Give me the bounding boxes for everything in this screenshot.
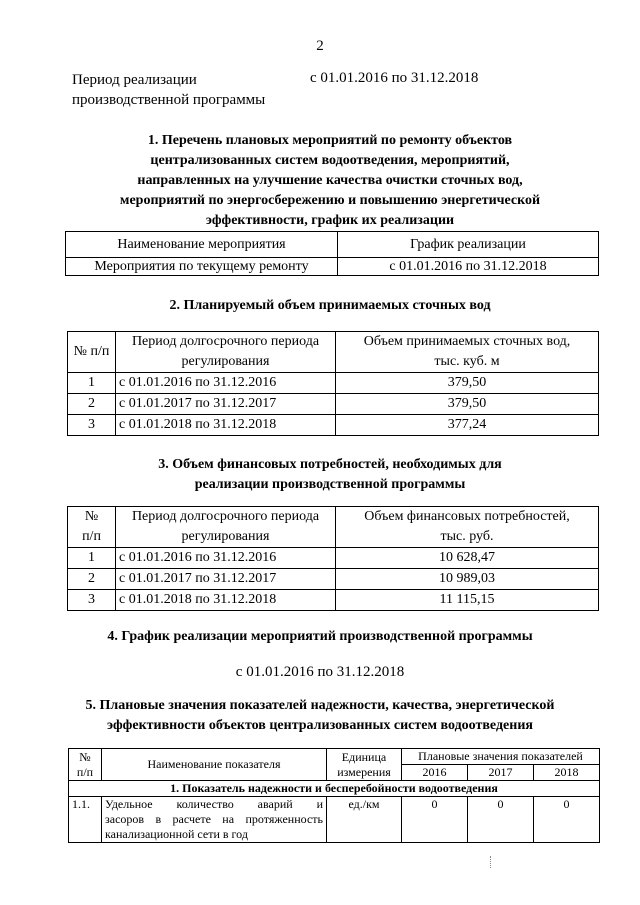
period-value: с 01.01.2016 по 31.12.2018 [310, 70, 479, 86]
header-unit-line1: Единица [341, 749, 387, 764]
section3-title-line: 3. Объем финансовых потребностей, необходимых для [158, 457, 502, 472]
indicator-group-title: 1. Показатель надежности и бесперебойности водоотведения [69, 781, 600, 797]
table-row [68, 394, 599, 415]
row-num: 1 [68, 548, 116, 569]
row-value-2017: 0 [468, 797, 534, 843]
table-subheader-row [69, 781, 600, 797]
wastewater-volume-table [67, 331, 599, 436]
row-volume: 377,24 [336, 415, 599, 436]
header-period-line1: Период долгосрочного периода [131, 509, 320, 524]
row-num: 3 [68, 415, 116, 436]
table-row [68, 569, 599, 590]
header-indicator-name: Наименование показателя [102, 749, 327, 781]
header-year: 2016 [402, 765, 468, 781]
header-num-line2: п/п [82, 529, 101, 544]
row-num: 2 [68, 569, 116, 590]
row-num: 2 [68, 394, 116, 415]
activity-schedule: с 01.01.2016 по 31.12.2018 [338, 258, 599, 276]
header-num: № п/п [68, 332, 116, 373]
row-finance: 10 628,47 [336, 548, 599, 569]
table-header-row [68, 507, 599, 548]
row-period: с 01.01.2018 по 31.12.2018 [116, 590, 336, 611]
header-year: 2017 [468, 765, 534, 781]
section1-title-line: 1. Перечень плановых мероприятий по ремонту объектов [147, 133, 513, 148]
header-volume-line2: тыс. куб. м [434, 354, 500, 369]
row-num: 1 [68, 373, 116, 394]
row-value-2016: 0 [402, 797, 468, 843]
header-num [69, 749, 102, 781]
row-num: 1.1. [69, 797, 102, 843]
header-period-line2: регулирования [181, 529, 270, 544]
row-period: с 01.01.2017 по 31.12.2017 [116, 569, 336, 590]
table-header-row [66, 232, 599, 258]
table-row [66, 258, 599, 276]
indicator-name-line1: Удельное количество аварий и [105, 797, 323, 811]
activities-table [65, 231, 599, 276]
row-finance: 10 989,03 [336, 569, 599, 590]
section4-title: 4. График реализации мероприятий производственной программы [107, 629, 533, 644]
header-plan-values: Плановые значения показателей [402, 749, 600, 765]
section5-title [20, 696, 620, 736]
row-period: с 01.01.2016 по 31.12.2016 [116, 548, 336, 569]
row-volume: 379,50 [336, 373, 599, 394]
table-header-row [69, 749, 600, 765]
row-unit: ед./км [327, 797, 402, 843]
scan-mark [490, 856, 492, 868]
section5-title-line: 5. Плановые значения показателей надежности, качества, энергетической [85, 698, 555, 713]
section4-date: с 01.01.2016 по 31.12.2018 [235, 664, 405, 680]
header-activity-name: Наименование мероприятия [66, 232, 338, 258]
row-indicator-name [102, 797, 327, 843]
section3-title-line: реализации производственной программы [194, 477, 466, 492]
header-period [116, 507, 336, 548]
financial-needs-table [67, 506, 599, 611]
row-finance: 11 115,15 [336, 590, 599, 611]
header-period [116, 332, 336, 373]
header-finance-line2: тыс. руб. [440, 529, 494, 544]
period-label-line2: производственной программы [72, 92, 266, 108]
header-period-line1: Период долгосрочного периода [131, 334, 320, 349]
header-finance-line1: Объем финансовых потребностей, [364, 509, 570, 524]
table-header-row [68, 332, 599, 373]
row-volume: 379,50 [336, 394, 599, 415]
page-number: 2 [316, 38, 324, 54]
section1-title-line: эффективности, график их реализации [205, 213, 455, 228]
header-volume [336, 332, 599, 373]
period-label-line1: Период реализации [72, 72, 197, 88]
header-volume-line1: Объем принимаемых сточных вод, [363, 334, 571, 349]
row-value-2018: 0 [534, 797, 600, 843]
row-period: с 01.01.2017 по 31.12.2017 [116, 394, 336, 415]
header-unit [327, 749, 402, 781]
table-row [68, 373, 599, 394]
header-num-line2: п/п [76, 764, 94, 779]
row-period: с 01.01.2016 по 31.12.2016 [116, 373, 336, 394]
table-row [68, 548, 599, 569]
section2-title: 2. Планируемый объем принимаемых сточных вод [169, 298, 491, 313]
activity-name: Мероприятия по текущему ремонту [66, 258, 338, 276]
period-label [72, 70, 265, 110]
header-year: 2018 [534, 765, 600, 781]
section5-title-line: эффективности объектов централизованных систем водоотведения [107, 718, 533, 733]
header-num [68, 507, 116, 548]
row-period: с 01.01.2018 по 31.12.2018 [116, 415, 336, 436]
row-num: 3 [68, 590, 116, 611]
header-period-line2: регулирования [181, 354, 270, 369]
header-finance [336, 507, 599, 548]
indicators-table [68, 748, 600, 843]
table-row [69, 797, 600, 843]
header-schedule: График реализации [338, 232, 599, 258]
header-num-line1: № [79, 749, 91, 764]
indicator-name-line3: канализационной сети в год [105, 827, 248, 841]
section1-title-line: централизованных систем водоотведения, мероприятий, [150, 153, 510, 168]
header-unit-line2: измерения [337, 764, 391, 779]
section3-title [60, 455, 600, 495]
table-row [68, 590, 599, 611]
table-row [68, 415, 599, 436]
section1-title-line: направленных на улучшение качества очистки сточных вод, [137, 173, 523, 188]
indicator-name-line2: засоров в расчете на протяженность [105, 812, 323, 826]
header-num-line1: № [84, 509, 99, 524]
section1-title-line: мероприятий по энергосбережению и повышению энергетической [119, 193, 541, 208]
section1-title [60, 131, 600, 231]
